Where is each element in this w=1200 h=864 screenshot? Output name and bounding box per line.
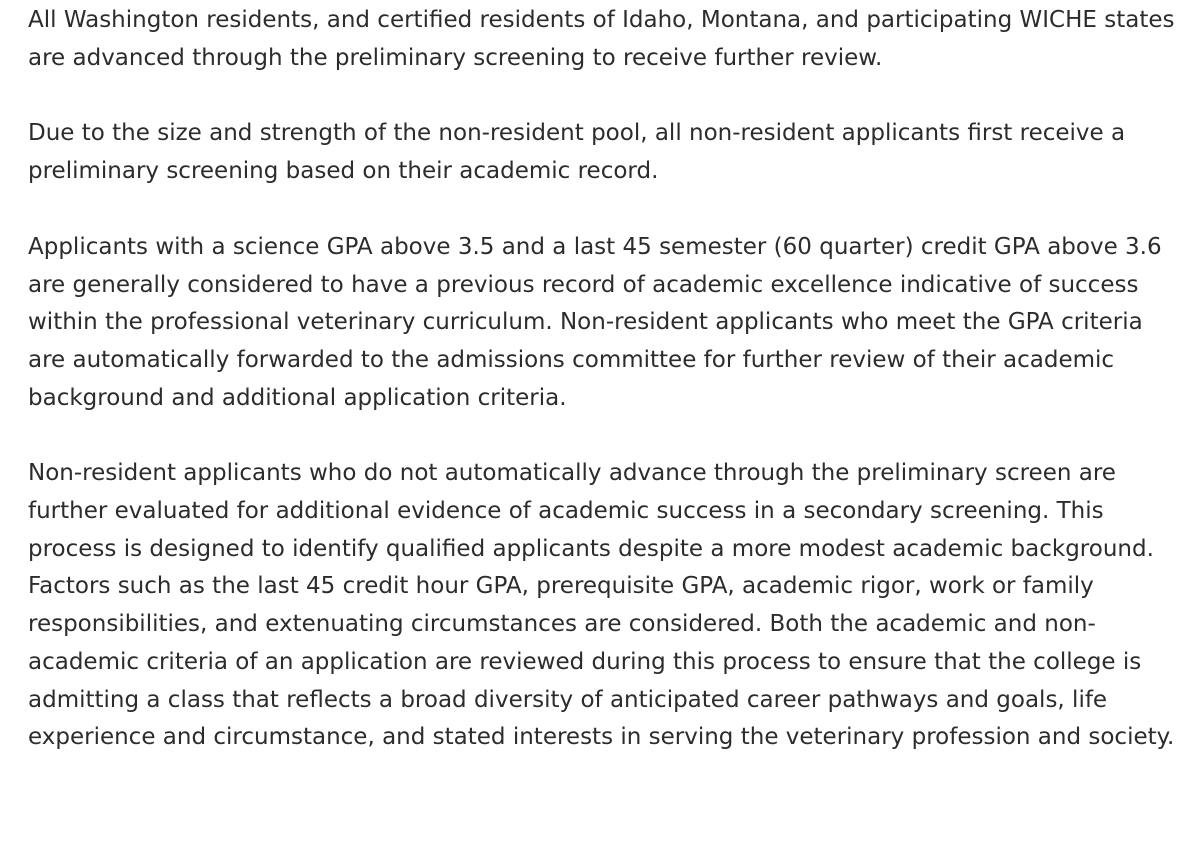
paragraph-gpa-criteria: Applicants with a science GPA above 3.5 and a last 45 semester (60 quarter) credit GPA above 3.6 are generally considered to have a previous record of academic excellence indicative of success within the professional veterinary curriculum. Non-resident applicants who meet the GPA criteria are automatically forwarded to the admissions committee for further review of their academic background and additional application criteria.: [28, 233, 1162, 411]
article-body: [28, 2, 1178, 757]
paragraph-nonresident-preliminary: Due to the size and strength of the non-resident pool, all non-resident applicants first receive a preliminary screening based on their academic record.: [28, 120, 1126, 185]
paragraph-secondary-screening: Non-resident applicants who do not automatically advance through the preliminary screen are further evaluated for additional evidence of academic success in a secondary screening. This process is designed to identify qualified applicants despite a more modest academic background. Factors such as the last 45 credit hour GPA, prerequisite GPA, academic rigor, work or family responsibilities, and extenuating circumstances are considered. Both the academic and non-academic criteria of an application are reviewed during this process to ensure that the college is admitting a class that reflects a broad diversity of anticipated career pathways and goals, life experience and circumstance, and stated interests in serving the veterinary profession and society.: [28, 460, 1175, 751]
paragraph-resident-screening: All Washington residents, and certified residents of Idaho, Montana, and participating WICHE states are advanced through the preliminary screening to receive further review.: [28, 7, 1175, 71]
